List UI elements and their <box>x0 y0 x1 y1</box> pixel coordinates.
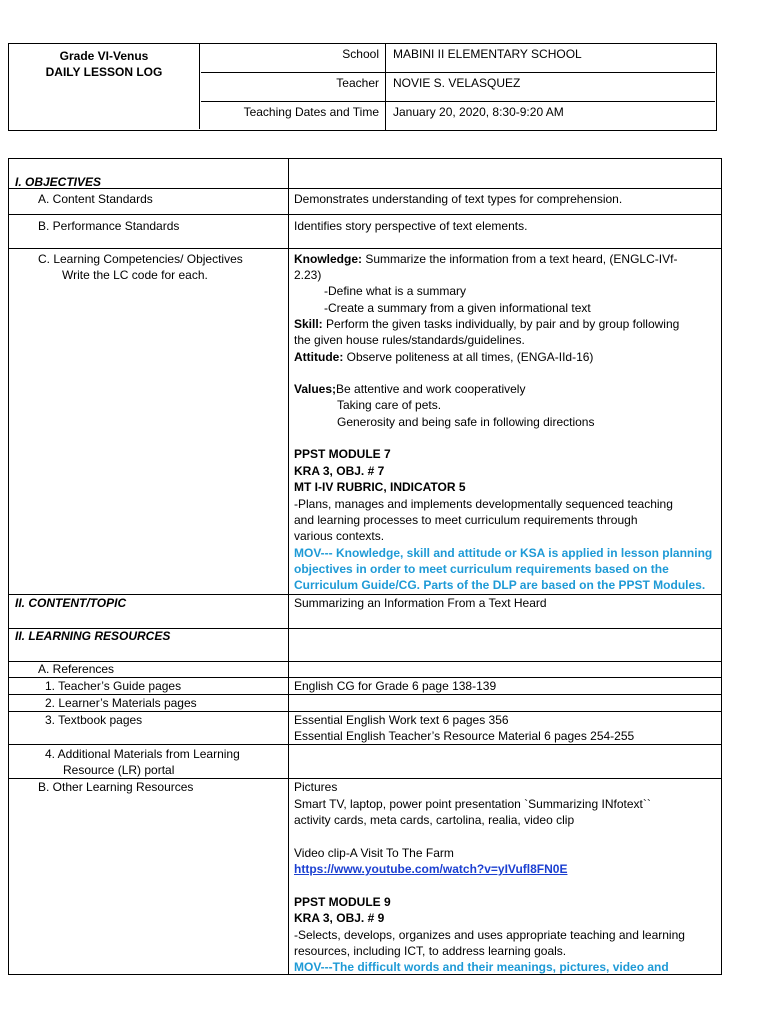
references-label: A. References <box>38 662 115 676</box>
attitude-label: Attitude: <box>294 350 344 364</box>
knowledge-code: 2.23) <box>294 268 322 282</box>
define-objective: -Define what is a summary <box>324 284 467 298</box>
mov-resources: MOV---The difficult words and their meanings, pictures, video and <box>294 960 669 974</box>
values-pets: Taking care of pets. <box>337 398 442 412</box>
row-divider <box>9 188 721 189</box>
content-standards-value: Demonstrates understanding of text types for comprehension. <box>294 192 623 206</box>
rubric-indicator: MT I-IV RUBRIC, INDICATOR 5 <box>294 480 466 494</box>
selects-line-2: resources, including ICT, to address learning goals. <box>294 944 567 958</box>
kra-obj-7: KRA 3, OBJ. # 7 <box>294 464 385 478</box>
dates-row <box>201 102 715 131</box>
create-objective: -Create a summary from a given informational text <box>324 301 591 315</box>
performance-standards-value: Identifies story perspective of text elements. <box>294 219 528 233</box>
teachers-guide-value: English CG for Grade 6 page 138-139 <box>294 679 497 693</box>
additional-materials-label: 4. Additional Materials from Learning <box>45 747 240 761</box>
video-link[interactable]: https://www.youtube.com/watch?v=yIVufl8FN0E <box>294 862 568 876</box>
grade-cell <box>9 44 200 129</box>
textbook-label: 3. Textbook pages <box>45 713 143 727</box>
other-resources-label: B. Other Learning Resources <box>38 780 194 794</box>
row-divider <box>9 248 721 249</box>
content-topic: Summarizing an Information From a Text Heard <box>294 596 547 610</box>
plans-line-2: and learning processes to meet curriculum requirements through <box>294 513 638 527</box>
objectives-heading: I. OBJECTIVES <box>15 175 102 189</box>
knowledge-text: Summarize the information from a text heard, (ENGLC-IVf- <box>362 252 678 266</box>
header-table <box>8 43 717 131</box>
skill-line <box>294 316 679 332</box>
pictures: Pictures <box>294 780 338 794</box>
content-standards-label: A. Content Standards <box>38 192 153 206</box>
values-generosity: Generosity and being safe in following directions <box>337 415 595 429</box>
values-line <box>294 381 525 397</box>
lesson-table <box>8 158 722 975</box>
log-title: DAILY LESSON LOG <box>45 65 163 80</box>
mov-line-3: Curriculum Guide/CG. Parts of the DLP are based on the PPST Modules. <box>294 578 706 592</box>
skill-line-2: the given house rules/standards/guidelines. <box>294 333 525 347</box>
equipment-list: Smart TV, laptop, power point presentation `Summarizing INfotext`` <box>294 797 651 811</box>
ppst-module-7: PPST MODULE 7 <box>294 447 391 461</box>
content-heading: II. CONTENT/TOPIC <box>15 596 127 610</box>
resources-heading: II. LEARNING RESOURCES <box>15 629 171 643</box>
selects-line-1: -Selects, develops, organizes and uses appropriate teaching and learning <box>294 928 685 942</box>
teachers-guide-label: 1. Teacher’s Guide pages <box>45 679 182 693</box>
kra-obj-9: KRA 3, OBJ. # 9 <box>294 911 385 925</box>
competencies-label: C. Learning Competencies/ Objectives <box>38 252 243 266</box>
row-divider <box>9 661 721 662</box>
ppst-module-9: PPST MODULE 9 <box>294 895 391 909</box>
row-divider <box>9 214 721 215</box>
skill-label: Skill: <box>294 317 323 331</box>
school-label: School <box>201 44 386 72</box>
knowledge-label: Knowledge: <box>294 252 362 266</box>
dates-label: Teaching Dates and Time <box>201 102 386 131</box>
values-text: Be attentive and work cooperatively <box>336 382 526 396</box>
skill-text: Perform the given tasks individually, by pair and by group following <box>322 317 680 331</box>
plans-line-3: various contexts. <box>294 529 385 543</box>
plans-line-1: -Plans, manages and implements developmentally sequenced teaching <box>294 497 673 511</box>
attitude-text: Observe politeness at all times, (ENGA-IId-16) <box>343 350 594 364</box>
performance-standards-label: B. Performance Standards <box>38 219 180 233</box>
teacher-label: Teacher <box>201 73 386 101</box>
textbook-value-2: Essential English Teacher’s Resource Material 6 pages 254-255 <box>294 729 635 743</box>
mov-line-2: objectives in order to meet curriculum requirements based on the <box>294 562 669 576</box>
grade-section: Grade VI-Venus <box>59 49 149 63</box>
values-label: Values; <box>294 382 337 396</box>
textbook-value-1: Essential English Work text 6 pages 356 <box>294 713 509 727</box>
learners-materials-label: 2. Learner’s Materials pages <box>45 696 197 710</box>
video-clip: Video clip-A Visit To The Farm <box>294 846 454 860</box>
knowledge-line <box>294 251 677 267</box>
school-value: MABINI II ELEMENTARY SCHOOL <box>393 47 582 61</box>
attitude-line <box>294 349 593 365</box>
competencies-sublabel: Write the LC code for each. <box>62 268 208 282</box>
column-divider <box>288 159 289 974</box>
teacher-value: NOVIE S. VELASQUEZ <box>393 76 521 90</box>
mov-line-1: MOV--- Knowledge, skill and attitude or KSA is applied in lesson planning <box>294 546 713 560</box>
activity-materials: activity cards, meta cards, cartolina, realia, video clip <box>294 813 575 827</box>
teacher-row <box>201 73 715 102</box>
dates-value: January 20, 2020, 8:30-9:20 AM <box>393 105 564 119</box>
school-row <box>201 44 715 73</box>
additional-materials-label-2: Resource (LR) portal <box>63 763 175 777</box>
